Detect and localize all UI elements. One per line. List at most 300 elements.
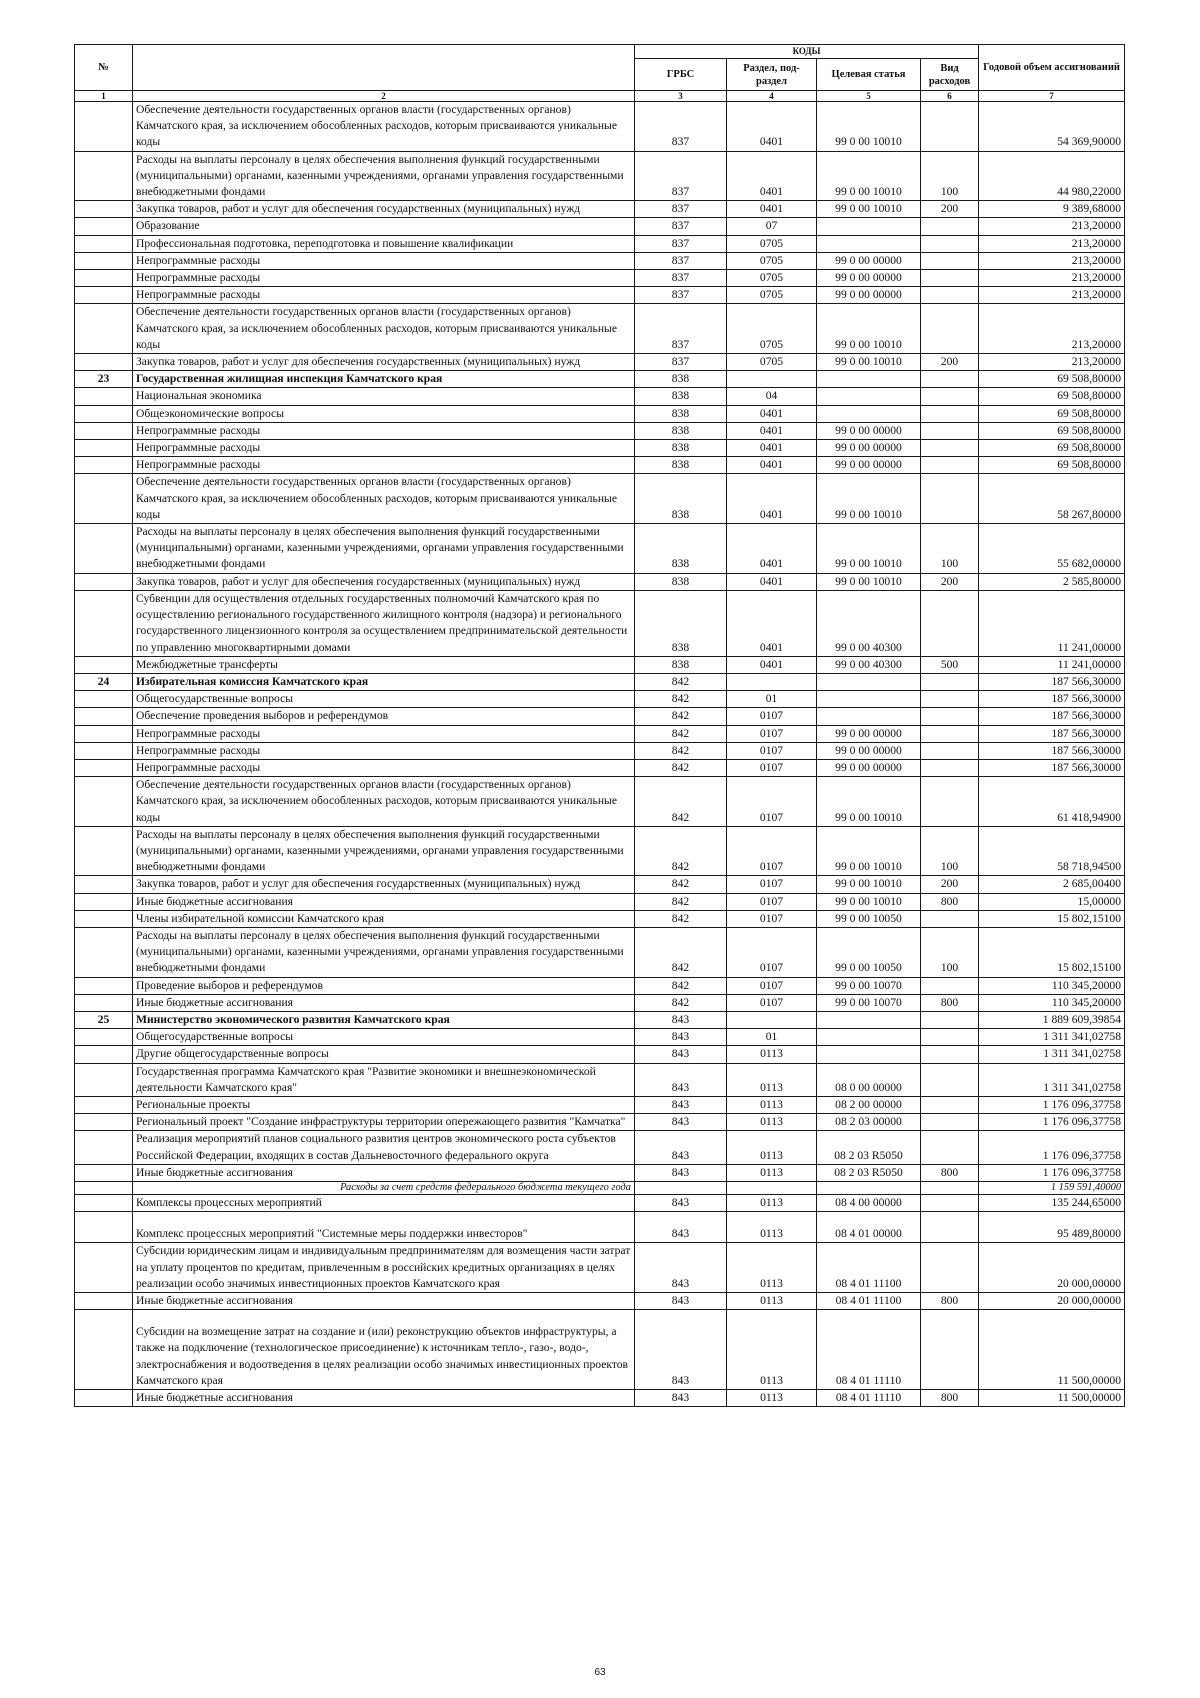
row-name: Субвенции для осуществления отдельных государственных полномочий Камчатского края по осуществлению регионального государственного жилищного контроля (надзора) и регионального государственного лицензионного контроля за осуществлением предпринимательской деятельности по управлению многоквартирными домами [133,590,635,656]
row-razdel: 0113 [727,1114,817,1131]
row-number [75,1195,133,1212]
row-number [75,252,133,269]
header-celevaya: Целевая статья [817,59,921,91]
row-number [75,1114,133,1131]
column-number: 6 [921,91,979,102]
table-row [75,673,1125,690]
row-celevaya: 99 0 00 10010 [817,826,921,876]
row-grbs: 837 [635,151,727,201]
row-razdel: 0705 [727,270,817,287]
row-grbs: 842 [635,876,727,893]
row-number [75,977,133,994]
row-celevaya [817,1182,921,1195]
row-number [75,1131,133,1164]
row-celevaya: 99 0 00 10010 [817,524,921,574]
row-vid [921,287,979,304]
row-amount: 213,20000 [979,287,1125,304]
row-amount: 1 311 341,02758 [979,1063,1125,1096]
row-amount: 187 566,30000 [979,742,1125,759]
row-number [75,1046,133,1063]
row-name: Региональные проекты [133,1096,635,1113]
row-razdel: 0401 [727,457,817,474]
table-row [75,457,1125,474]
row-number [75,474,133,524]
row-celevaya: 99 0 00 00000 [817,287,921,304]
header-vid: Вид расходов [921,59,979,91]
row-celevaya: 99 0 00 00000 [817,252,921,269]
row-name: Образование [133,218,635,235]
row-amount: 9 389,68000 [979,201,1125,218]
row-vid [921,1310,979,1390]
row-razdel: 0113 [727,1212,817,1243]
row-grbs: 843 [635,1390,727,1407]
row-vid [921,474,979,524]
row-amount: 213,20000 [979,235,1125,252]
row-number [75,102,133,152]
row-celevaya: 99 0 00 10010 [817,573,921,590]
row-razdel: 0705 [727,354,817,371]
row-vid [921,1131,979,1164]
row-razdel: 0705 [727,287,817,304]
row-celevaya: 08 4 01 11100 [817,1293,921,1310]
row-grbs: 843 [635,1243,727,1293]
row-number [75,457,133,474]
row-number [75,524,133,574]
row-number [75,201,133,218]
header-name [133,45,635,91]
row-amount: 20 000,00000 [979,1293,1125,1310]
row-number [75,388,133,405]
row-razdel: 0401 [727,524,817,574]
row-amount: 1 176 096,37758 [979,1164,1125,1181]
row-name: Государственная жилищная инспекция Камчатского края [133,371,635,388]
row-number [75,1212,133,1243]
table-row [75,270,1125,287]
row-number [75,270,133,287]
row-vid [921,1029,979,1046]
table-row [75,573,1125,590]
row-name: Межбюджетные трансферты [133,656,635,673]
row-razdel: 0107 [727,977,817,994]
row-vid: 800 [921,1293,979,1310]
row-grbs: 843 [635,1195,727,1212]
row-name: Расходы на выплаты персоналу в целях обеспечения выполнения функций государственными (муниципальными) органами, казенными учреждениями, органами управления государственными внебюджетными фондами [133,927,635,977]
column-number: 1 [75,91,133,102]
row-number: 23 [75,371,133,388]
row-grbs: 842 [635,777,727,827]
row-celevaya: 99 0 00 10050 [817,927,921,977]
row-razdel: 01 [727,1029,817,1046]
row-amount: 11 241,00000 [979,656,1125,673]
row-celevaya: 99 0 00 10010 [817,304,921,354]
table-row [75,910,1125,927]
row-amount: 15 802,15100 [979,927,1125,977]
row-celevaya: 99 0 00 00000 [817,440,921,457]
row-amount: 110 345,20000 [979,994,1125,1011]
row-grbs: 842 [635,708,727,725]
row-razdel: 0113 [727,1063,817,1096]
row-razdel: 07 [727,218,817,235]
row-celevaya [817,405,921,422]
row-celevaya: 99 0 00 00000 [817,457,921,474]
row-celevaya: 99 0 00 00000 [817,422,921,439]
row-amount: 213,20000 [979,270,1125,287]
table-row [75,388,1125,405]
row-grbs: 842 [635,927,727,977]
row-number [75,876,133,893]
row-grbs: 838 [635,590,727,656]
row-name: Непрограммные расходы [133,270,635,287]
row-number [75,893,133,910]
row-vid [921,590,979,656]
row-grbs: 842 [635,725,727,742]
row-grbs: 838 [635,422,727,439]
table-row [75,151,1125,201]
row-name: Расходы на выплаты персоналу в целях обеспечения выполнения функций государственными (муниципальными) органами, казенными учреждениями, органами управления государственными внебюджетными фондами [133,524,635,574]
row-amount: 58 718,94500 [979,826,1125,876]
table-row [75,304,1125,354]
row-vid [921,1011,979,1028]
row-name: Иные бюджетные ассигнования [133,1390,635,1407]
row-vid: 800 [921,1390,979,1407]
row-razdel: 0401 [727,405,817,422]
row-amount: 1 176 096,37758 [979,1131,1125,1164]
row-amount: 1 176 096,37758 [979,1114,1125,1131]
row-name: Общеэкономические вопросы [133,405,635,422]
row-celevaya: 99 0 00 10010 [817,777,921,827]
row-number [75,725,133,742]
row-celevaya: 08 4 01 11100 [817,1243,921,1293]
row-amount: 69 508,80000 [979,371,1125,388]
row-razdel: 0113 [727,1293,817,1310]
row-name: Иные бюджетные ассигнования [133,1164,635,1181]
table-row [75,1310,1125,1390]
row-name: Общегосударственные вопросы [133,691,635,708]
table-row [75,287,1125,304]
row-celevaya: 99 0 00 10010 [817,876,921,893]
row-grbs: 842 [635,742,727,759]
row-razdel: 0113 [727,1243,817,1293]
row-name: Министерство экономического развития Камчатского края [133,1011,635,1028]
row-grbs: 843 [635,1046,727,1063]
header-codes: КОДЫ [635,45,979,59]
row-number [75,1293,133,1310]
table-row [75,826,1125,876]
row-amount: 69 508,80000 [979,405,1125,422]
row-amount: 1 176 096,37758 [979,1096,1125,1113]
row-razdel: 0107 [727,994,817,1011]
row-celevaya: 08 2 03 R5050 [817,1164,921,1181]
row-celevaya: 99 0 00 10010 [817,151,921,201]
row-razdel: 0401 [727,422,817,439]
row-name: Закупка товаров, работ и услуг для обеспечения государственных (муниципальных) нужд [133,201,635,218]
row-name: Субсидии на возмещение затрат на создание и (или) реконструкцию объектов инфраструктуры, а также на подключение (технологическое присоединение) к источникам тепло-, газо-, водо-, электроснабжения и водоотведения в целях реализации особо значимых инвестиционных проектов Камчатского края [133,1310,635,1390]
row-grbs: 837 [635,287,727,304]
row-number [75,1096,133,1113]
row-razdel: 0107 [727,759,817,776]
row-celevaya: 99 0 00 10070 [817,994,921,1011]
row-name: Непрограммные расходы [133,457,635,474]
row-amount: 135 244,65000 [979,1195,1125,1212]
table-row [75,201,1125,218]
row-celevaya: 99 0 00 10010 [817,354,921,371]
table-row [75,102,1125,152]
row-celevaya: 08 2 03 R5050 [817,1131,921,1164]
table-row [75,1390,1125,1407]
row-razdel: 0107 [727,826,817,876]
row-celevaya [817,371,921,388]
table-row [75,691,1125,708]
table-row [75,590,1125,656]
row-razdel: 0401 [727,590,817,656]
row-razdel: 04 [727,388,817,405]
row-grbs: 843 [635,1212,727,1243]
row-vid: 100 [921,826,979,876]
row-celevaya: 08 4 00 00000 [817,1195,921,1212]
row-celevaya: 99 0 00 10070 [817,977,921,994]
row-grbs: 842 [635,826,727,876]
row-name: Обеспечение деятельности государственных органов власти (государственных органов) Камчатского края, за исключением обособленных расходов, которым присваиваются уникальные коды [133,777,635,827]
row-grbs: 843 [635,1131,727,1164]
row-grbs: 843 [635,1029,727,1046]
row-amount: 69 508,80000 [979,457,1125,474]
row-amount: 2 685,00400 [979,876,1125,893]
row-name: Комплексы процессных мероприятий [133,1195,635,1212]
row-amount: 187 566,30000 [979,725,1125,742]
row-grbs: 842 [635,994,727,1011]
budget-table-sheet [74,44,1124,1407]
header-amount: Годовой объем ассигнований [979,45,1125,91]
table-row [75,1011,1125,1028]
row-vid [921,777,979,827]
table-row [75,1195,1125,1212]
row-grbs [635,1182,727,1195]
row-amount: 187 566,30000 [979,673,1125,690]
row-name: Государственная программа Камчатского края "Развитие экономики и внешнеэкономической деятельности Камчатского края" [133,1063,635,1096]
row-grbs: 837 [635,235,727,252]
row-celevaya: 99 0 00 10010 [817,474,921,524]
row-vid [921,440,979,457]
row-name: Иные бюджетные ассигнования [133,994,635,1011]
row-amount: 11 500,00000 [979,1310,1125,1390]
row-razdel: 0113 [727,1164,817,1181]
table-row [75,1293,1125,1310]
row-amount: 15 802,15100 [979,910,1125,927]
row-grbs: 838 [635,440,727,457]
row-vid: 200 [921,573,979,590]
table-row [75,994,1125,1011]
row-grbs: 843 [635,1096,727,1113]
budget-table [74,44,1125,1407]
row-grbs: 843 [635,1293,727,1310]
row-grbs: 842 [635,691,727,708]
row-vid [921,759,979,776]
row-vid: 800 [921,893,979,910]
row-vid: 100 [921,927,979,977]
row-amount: 69 508,80000 [979,388,1125,405]
row-celevaya: 99 0 00 10010 [817,102,921,152]
row-amount: 1 159 591,40000 [979,1182,1125,1195]
row-amount: 55 682,00000 [979,524,1125,574]
row-grbs: 837 [635,201,727,218]
row-vid: 500 [921,656,979,673]
row-celevaya: 99 0 00 10050 [817,910,921,927]
row-amount: 58 267,80000 [979,474,1125,524]
row-vid [921,1063,979,1096]
row-vid: 200 [921,354,979,371]
row-razdel: 01 [727,691,817,708]
row-number [75,656,133,673]
row-razdel [727,1182,817,1195]
row-name: Непрограммные расходы [133,440,635,457]
row-vid [921,304,979,354]
row-amount: 95 489,80000 [979,1212,1125,1243]
table-row [75,1243,1125,1293]
row-name: Непрограммные расходы [133,252,635,269]
row-number: 25 [75,1011,133,1028]
row-amount: 187 566,30000 [979,759,1125,776]
row-name: Иные бюджетные ассигнования [133,893,635,910]
row-vid [921,422,979,439]
row-vid [921,1046,979,1063]
row-celevaya [817,1029,921,1046]
column-number: 7 [979,91,1125,102]
row-razdel: 0113 [727,1310,817,1390]
table-row [75,1046,1125,1063]
row-amount: 61 418,94900 [979,777,1125,827]
row-name: Члены избирательной комиссии Камчатского края [133,910,635,927]
row-number [75,354,133,371]
table-row [75,1131,1125,1164]
row-number [75,440,133,457]
row-amount: 44 980,22000 [979,151,1125,201]
row-celevaya [817,691,921,708]
row-number [75,708,133,725]
table-row [75,218,1125,235]
row-amount: 69 508,80000 [979,422,1125,439]
row-amount: 20 000,00000 [979,1243,1125,1293]
row-name: Национальная экономика [133,388,635,405]
row-razdel: 0113 [727,1046,817,1063]
row-grbs: 837 [635,304,727,354]
row-name: Непрограммные расходы [133,287,635,304]
row-number [75,1390,133,1407]
row-vid [921,371,979,388]
row-grbs: 837 [635,102,727,152]
row-razdel: 0113 [727,1195,817,1212]
row-razdel: 0107 [727,927,817,977]
row-vid: 200 [921,201,979,218]
row-vid [921,1212,979,1243]
row-razdel [727,673,817,690]
row-number [75,422,133,439]
row-number [75,927,133,977]
row-grbs: 843 [635,1310,727,1390]
row-grbs: 838 [635,524,727,574]
row-name: Закупка товаров, работ и услуг для обеспечения государственных (муниципальных) нужд [133,354,635,371]
row-razdel: 0401 [727,201,817,218]
row-grbs: 838 [635,371,727,388]
row-name: Региональный проект "Создание инфраструктуры территории опережающего развития "Камчатка" [133,1114,635,1131]
row-celevaya: 08 4 01 11110 [817,1310,921,1390]
row-number [75,287,133,304]
row-razdel: 0401 [727,573,817,590]
table-row [75,371,1125,388]
row-amount: 11 241,00000 [979,590,1125,656]
row-vid [921,1096,979,1113]
table-row [75,474,1125,524]
row-name: Непрограммные расходы [133,725,635,742]
row-name: Иные бюджетные ассигнования [133,1293,635,1310]
row-name: Избирательная комиссия Камчатского края [133,673,635,690]
row-vid [921,457,979,474]
table-row [75,422,1125,439]
row-amount: 15,00000 [979,893,1125,910]
row-razdel: 0107 [727,742,817,759]
header-column-numbers [75,91,1125,102]
row-name: Расходы на выплаты персоналу в целях обеспечения выполнения функций государственными (муниципальными) органами, казенными учреждениями, органами управления государственными внебюджетными фондами [133,151,635,201]
row-name: Закупка товаров, работ и услуг для обеспечения государственных (муниципальных) нужд [133,573,635,590]
row-grbs: 837 [635,252,727,269]
row-name: Реализация мероприятий планов социального развития центров экономического роста субъектов Российской Федерации, входящих в состав Дальневосточного федерального округа [133,1131,635,1164]
row-razdel: 0113 [727,1131,817,1164]
table-row [75,524,1125,574]
row-number [75,691,133,708]
column-number: 4 [727,91,817,102]
table-row [75,893,1125,910]
row-name: Субсидии юридическим лицам и индивидуальным предпринимателям для возмещения части затрат на уплату процентов по кредитам, привлеченным в российских кредитных организациях в целях реализации особо значимых инвестиционных проектов Камчатского края [133,1243,635,1293]
row-celevaya: 99 0 00 40300 [817,656,921,673]
row-grbs: 843 [635,1164,727,1181]
row-grbs: 837 [635,354,727,371]
row-number [75,994,133,1011]
row-number [75,759,133,776]
row-name: Непрограммные расходы [133,742,635,759]
row-grbs: 838 [635,656,727,673]
table-row [75,876,1125,893]
row-number [75,590,133,656]
row-name: Другие общегосударственные вопросы [133,1046,635,1063]
row-celevaya: 99 0 00 00000 [817,270,921,287]
row-name: Проведение выборов и референдумов [133,977,635,994]
row-vid: 100 [921,524,979,574]
row-grbs: 838 [635,474,727,524]
row-vid [921,270,979,287]
row-celevaya: 99 0 00 00000 [817,742,921,759]
row-razdel: 0107 [727,708,817,725]
row-amount: 2 585,80000 [979,573,1125,590]
table-row [75,1029,1125,1046]
row-vid [921,708,979,725]
row-razdel [727,371,817,388]
row-celevaya: 08 4 01 00000 [817,1212,921,1243]
row-vid [921,1182,979,1195]
header-number: № [75,45,133,91]
table-row [75,252,1125,269]
row-name: Расходы на выплаты персоналу в целях обеспечения выполнения функций государственными (муниципальными) органами, казенными учреждениями, органами управления государственными внебюджетными фондами [133,826,635,876]
row-vid: 100 [921,151,979,201]
header-grbs: ГРБС [635,59,727,91]
row-razdel: 0113 [727,1390,817,1407]
row-grbs: 842 [635,910,727,927]
table-row [75,777,1125,827]
row-number [75,405,133,422]
row-celevaya: 99 0 00 40300 [817,590,921,656]
row-razdel: 0401 [727,440,817,457]
row-amount: 1 311 341,02758 [979,1046,1125,1063]
row-vid: 200 [921,876,979,893]
row-razdel: 0107 [727,777,817,827]
